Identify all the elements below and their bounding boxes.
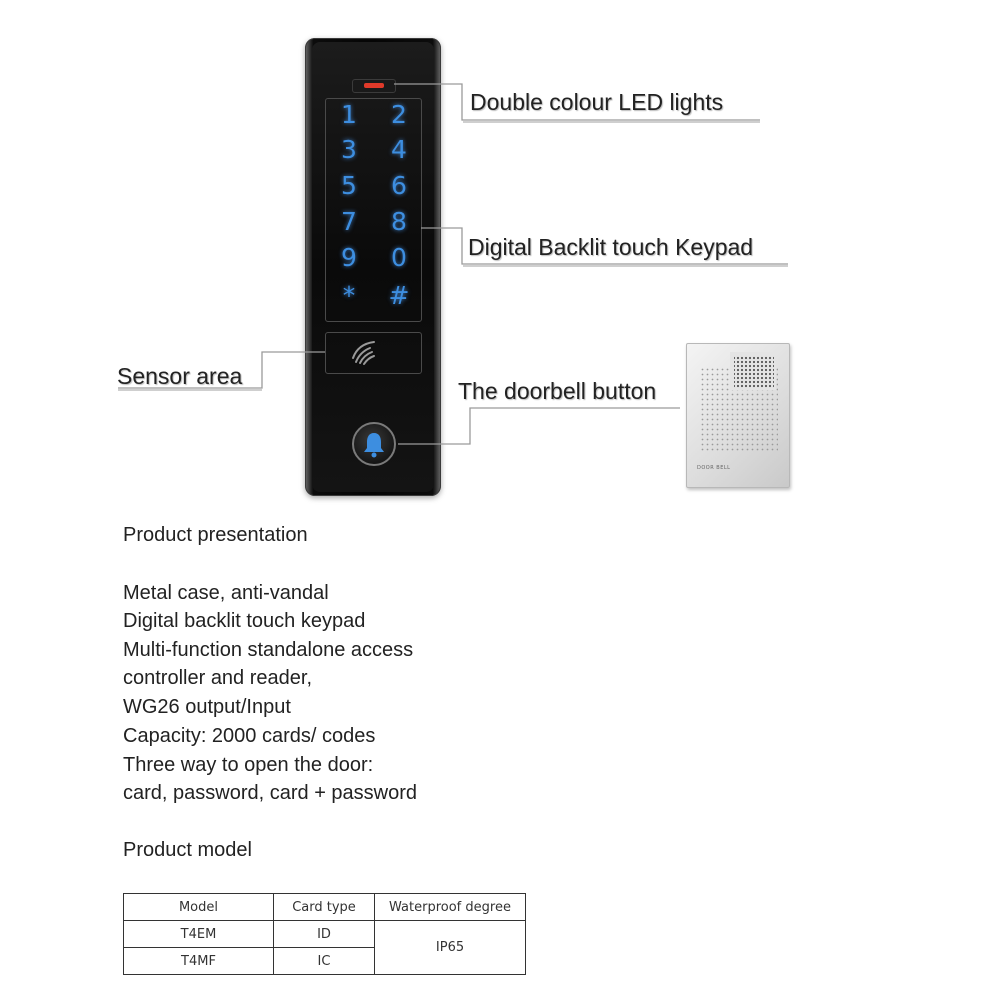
callout-sensor-area: Sensor area — [117, 363, 243, 389]
presentation-line: Capacity: 2000 cards/ codes — [123, 725, 376, 747]
presentation-line: card, password, card + password — [123, 782, 418, 804]
key-6[interactable]: 6 — [391, 171, 407, 200]
callout-keypad: Digital Backlit touch Keypad — [468, 234, 754, 260]
key-8[interactable]: 8 — [391, 207, 407, 236]
key-hash[interactable]: # — [388, 281, 410, 310]
key-7[interactable]: 7 — [341, 207, 357, 236]
table-cell-card-type: ID — [274, 921, 375, 948]
presentation-line: Three way to open the door: — [123, 754, 374, 776]
key-1[interactable]: 1 — [341, 100, 357, 129]
callout-led-lights: Double colour LED lights — [470, 89, 724, 115]
table-header-model: Model — [124, 894, 274, 921]
key-9[interactable]: 9 — [341, 243, 357, 272]
table-cell-model: T4EM — [124, 921, 274, 948]
callout-doorbell-button: The doorbell button — [458, 378, 657, 404]
presentation-line: Metal case, anti-vandal — [123, 582, 329, 604]
presentation-line: WG26 output/Input — [123, 696, 291, 718]
table-header-row — [124, 894, 526, 921]
table-cell-model: T4MF — [124, 948, 274, 975]
presentation-line: controller and reader, — [123, 667, 313, 689]
presentation-line: Digital backlit touch keypad — [123, 610, 366, 632]
presentation-line: Multi-function standalone access — [123, 639, 414, 661]
table-row — [124, 921, 526, 948]
table-cell-card-type: IC — [274, 948, 375, 975]
key-2[interactable]: 2 — [391, 100, 407, 129]
presentation-heading: Product presentation — [123, 524, 308, 546]
key-0[interactable]: 0 — [391, 243, 407, 272]
key-4[interactable]: 4 — [391, 135, 407, 164]
doorbell-brand-label: DOOR BELL — [697, 465, 731, 471]
speaker-grille — [700, 352, 778, 460]
key-5[interactable]: 5 — [341, 171, 357, 200]
key-star[interactable]: * — [342, 281, 356, 310]
key-3[interactable]: 3 — [341, 135, 357, 164]
product-model-table — [123, 893, 526, 975]
table-header-card-type: Card type — [274, 894, 375, 921]
model-heading: Product model — [123, 839, 252, 861]
table-cell-waterproof: IP65 — [375, 921, 526, 975]
table-header-waterproof: Waterproof degree — [375, 894, 526, 921]
